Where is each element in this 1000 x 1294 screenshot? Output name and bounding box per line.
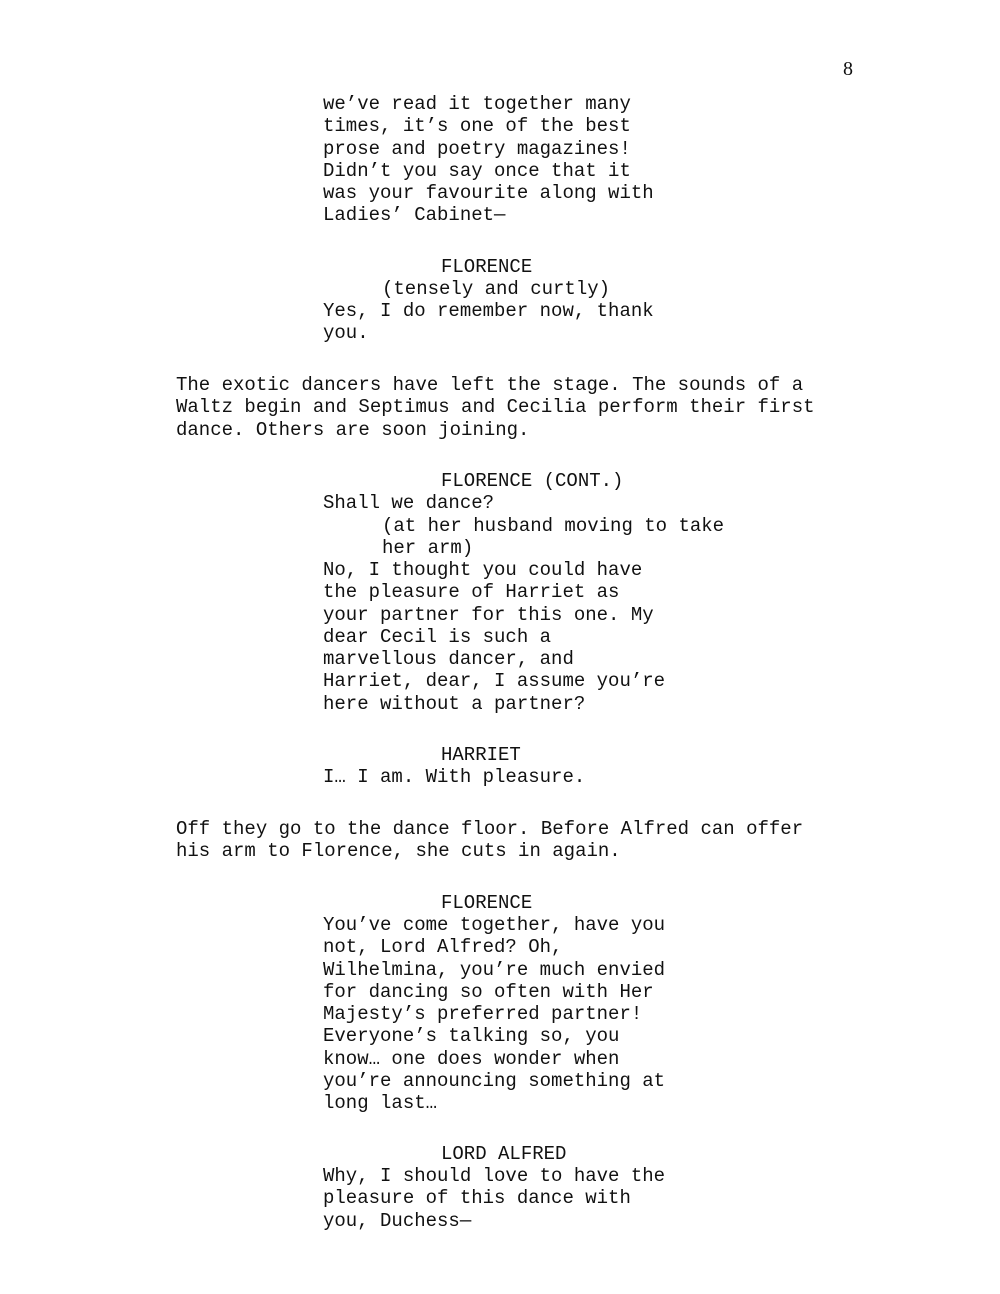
- dialogue-block: Why, I should love to have the pleasure of this dance with you, Duchess—: [323, 1165, 666, 1232]
- parenthetical: (tensely and curtly): [382, 278, 611, 300]
- character-name: HARRIET: [441, 744, 521, 766]
- dialogue-block: No, I thought you could have the pleasure of Harriet as your partner for this one. My dear Cecil is such a marvellous dancer, and Harriet, dear, I assume you’re here without a partner?: [323, 559, 666, 715]
- dialogue-block: You’ve come together, have you not, Lord Alfred? Oh, Wilhelmina, you’re much envied for dancing so often with Her Majesty’s preferred partner! Everyone’s talking so, you know… one does wonder when you’re announcing something at long last…: [323, 914, 666, 1115]
- action-block: The exotic dancers have left the stage. The sounds of a Waltz begin and Septimus and Cecilia perform their first dance. Others are soon joining.: [176, 374, 815, 441]
- action-block: Off they go to the dance floor. Before Alfred can offer his arm to Florence, she cuts in again.: [176, 818, 804, 863]
- dialogue-block: I… I am. With pleasure.: [323, 766, 586, 788]
- parenthetical: (at her husband moving to take her arm): [382, 515, 725, 560]
- dialogue-block: we’ve read it together many times, it’s one of the best prose and poetry magazines! Didn’t you say once that it was your favourite along with Ladies’ Cabinet—: [323, 93, 654, 227]
- character-name: FLORENCE: [441, 256, 533, 278]
- dialogue-block: Yes, I do remember now, thank you.: [323, 300, 654, 345]
- dialogue-block: Shall we dance?: [323, 492, 495, 514]
- character-name: FLORENCE: [441, 892, 533, 914]
- character-name: LORD ALFRED: [441, 1143, 567, 1165]
- page-number: 8: [843, 58, 853, 80]
- character-name: FLORENCE (CONT.): [441, 470, 624, 492]
